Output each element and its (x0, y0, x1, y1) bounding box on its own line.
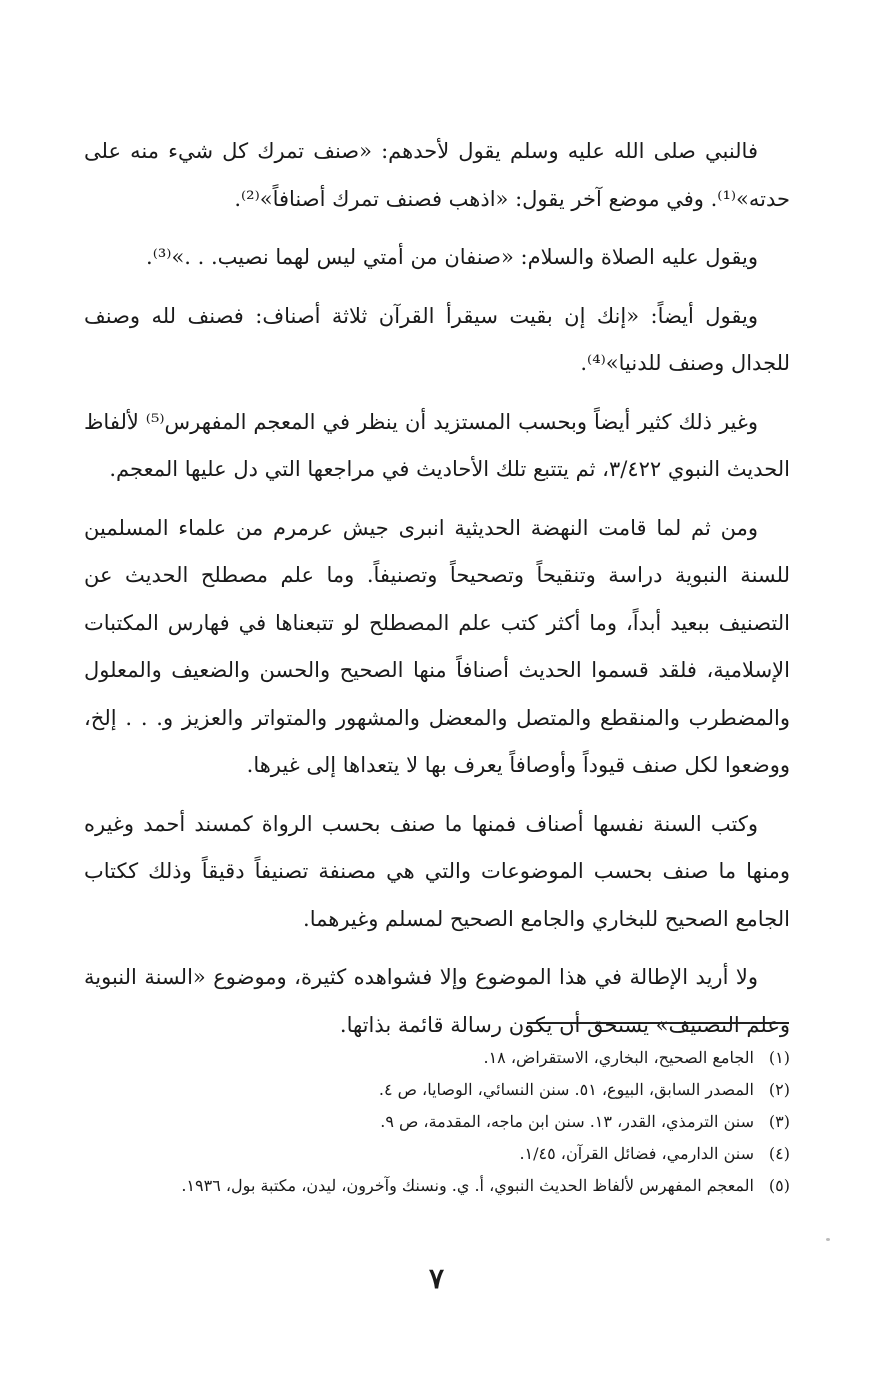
paragraph-5: ومن ثم لما قامت النهضة الحديثية انبرى جيش عرمرم من علماء المسلمين للسنة النبوية دراسة وتنقيحاً وتصحيحاً وتصنيفاً. وما علم مصطلح الحديث عن التصنيف ببعيد أبداً، وما أكثر كتب علم المصطلح لو تتبعناها في فهارس المكتبات الإسلامية، فلقد قسموا الحديث أصنافاً منها الصحيح والحسن والضعيف والمعلول والمضطرب والمنقطع والمتصل والمعضل والمشهور والمتواتر والعزيز و. . . إلخ، ووضعوا لكل صنف قيوداً وأوصافاً يعرف بها لا يتعداها إلى غيرها. (84, 515, 790, 777)
scan-speck (826, 1238, 830, 1241)
footnote-4 (90, 1138, 790, 1170)
footnote-number: (١) (768, 1048, 790, 1067)
paragraph-2: ويقول عليه الصلاة والسلام: «صنفان من أمتي ليس لهما نصيب. . .»⁽³⁾. (146, 245, 758, 269)
footnote-text: سنن الدارمي، فضائل القرآن، ١/٤٥. (519, 1144, 754, 1163)
main-text (84, 128, 790, 1060)
footnote-number: (٤) (768, 1144, 790, 1163)
footnote-number: (٣) (768, 1112, 790, 1131)
paragraph-4: وغير ذلك كثير أيضاً وبحسب المستزيد أن ينظر في المعجم المفهرس⁽⁵⁾ لألفاظ الحديث النبوي ٣/٤٢٢، ثم يتتبع تلك الأحاديث في مراجعها التي دل عليها المعجم. (84, 409, 790, 481)
paragraph-1: فالنبي صلى الله عليه وسلم يقول لأحدهم: «صنف تمرك كل شيء منه على حدته»⁽¹⁾. وفي موضع آخر يقول: «اذهب فصنف تمرك أصنافاً»⁽²⁾. (84, 139, 790, 211)
footnote-5 (90, 1170, 790, 1202)
footnote-number: (٥) (768, 1176, 790, 1195)
page-number: ٧ (428, 1262, 445, 1295)
paragraph-6: وكتب السنة نفسها أصناف فمنها ما صنف بحسب الرواة كمسند أحمد وغيره ومنها ما صنف بحسب الموضوعات والتي هي مصنفة تصنيفاً دقيقاً وذلك ككتاب الجامع الصحيح للبخاري والجامع الصحيح لمسلم وغيرهما. (84, 811, 790, 931)
footnote-separator (527, 1022, 789, 1024)
paragraph-7: ولا أريد الإطالة في هذا الموضوع وإلا فشواهده كثيرة، وموضوع «السنة النبوية وعلم التصنيف» يستحق أن يكون رسالة قائمة بذاتها. (84, 965, 790, 1037)
footnote-text: سنن الترمذي، القدر، ١٣. سنن ابن ماجه، المقدمة، ص ٩. (380, 1112, 754, 1131)
footnote-3 (90, 1106, 790, 1138)
paragraph-3: ويقول أيضاً: «إنك إن بقيت سيقرأ القرآن ثلاثة أصناف: فصنف لله وصنف للجدال وصنف للدنيا»⁽⁴⁾. (84, 303, 790, 375)
footnote-number: (٢) (768, 1080, 790, 1099)
footnote-text: الجامع الصحيح، البخاري، الاستقراض، ١٨. (483, 1048, 754, 1067)
footnotes (90, 1042, 790, 1202)
footnote-1 (90, 1042, 790, 1074)
footnote-2 (90, 1074, 790, 1106)
footnote-text: المعجم المفهرس لألفاظ الحديث النبوي، أ. ي. ونسنك وآخرون، ليدن، مكتبة بول، ١٩٣٦. (181, 1176, 754, 1195)
footnote-text: المصدر السابق، البيوع، ٥١. سنن النسائي، الوصايا، ص ٤. (378, 1080, 754, 1099)
